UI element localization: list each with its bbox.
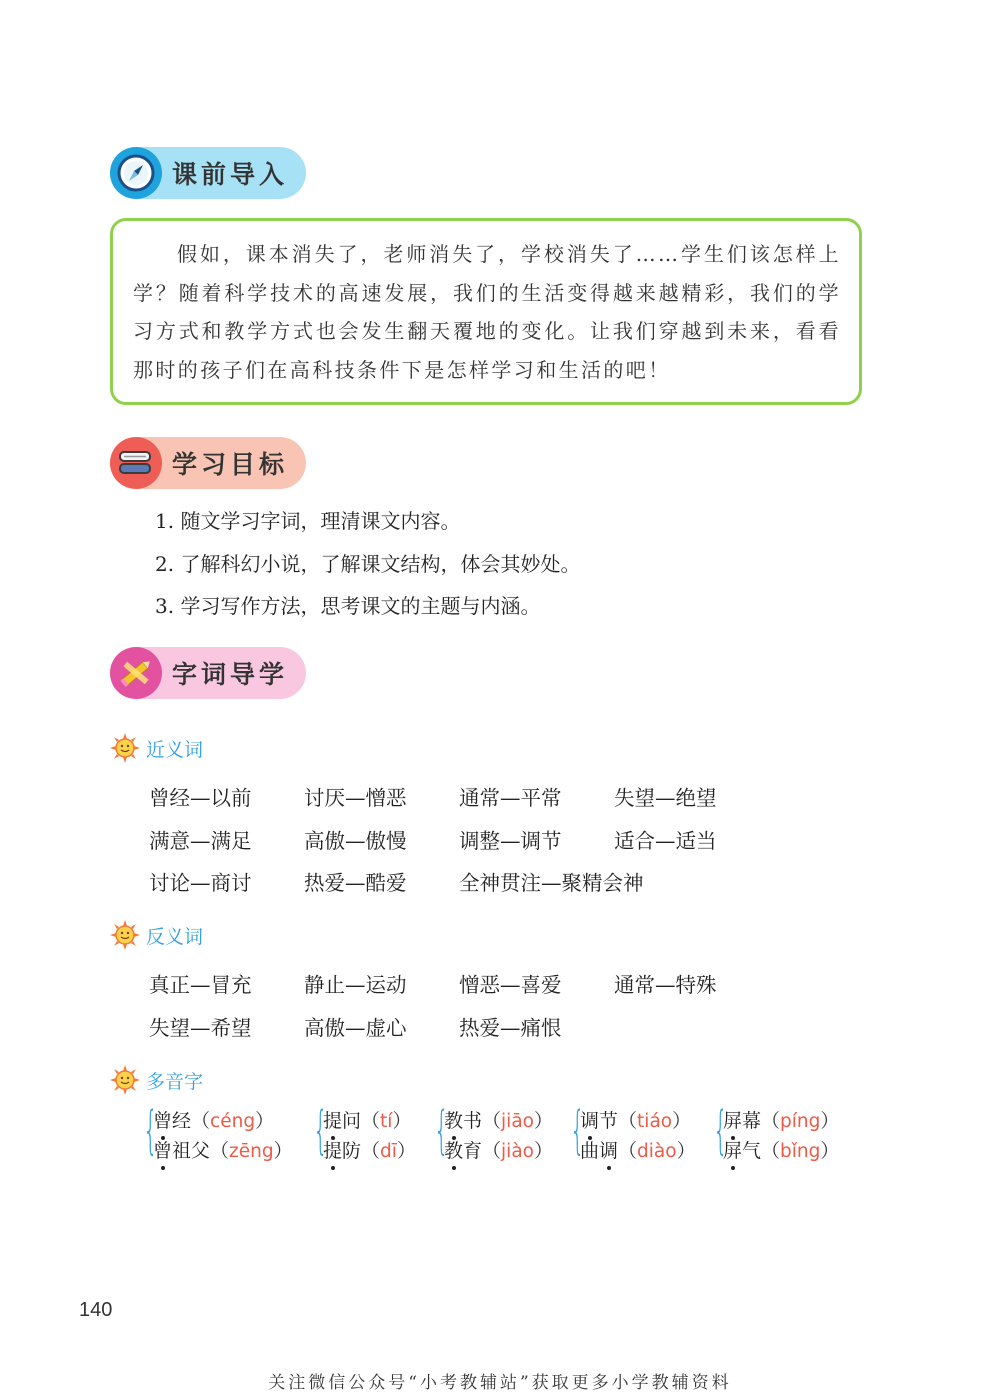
polyphone-word: 提防（dī）	[323, 1140, 416, 1162]
polyphone-word: 曾经（céng）	[153, 1110, 275, 1132]
polyphone-word: 屏幕（píng）	[723, 1110, 840, 1132]
synonym-pair: 满意—满足	[149, 828, 252, 853]
synonym-pair: 失望—绝望	[614, 786, 717, 810]
intro-section-header	[110, 147, 306, 199]
brace-icon: {	[570, 1101, 585, 1161]
brace-icon: {	[143, 1101, 158, 1161]
pinyin: jiào	[501, 1141, 534, 1162]
footer-note: 关注微信公众号“小考教辅站”获取更多小学教辅资料	[268, 1373, 732, 1393]
synonym-pair: 热爱—酷爱	[304, 871, 407, 895]
synonym-pair: 全神贯注—聚精会神	[459, 871, 644, 895]
sun-icon	[110, 1065, 140, 1095]
brace-icon: {	[713, 1101, 728, 1161]
brace-icon: {	[434, 1101, 449, 1161]
antonym-pair: 失望—希望	[149, 1015, 252, 1040]
synonym-pair: 高傲—傲慢	[304, 828, 407, 853]
antonym-pair: 真正—冒充	[149, 973, 252, 997]
pinyin: tiáo	[637, 1111, 673, 1132]
polyphone-word: 曾祖父（zēng）	[153, 1140, 293, 1162]
antonyms-label: 反义词	[146, 925, 204, 948]
pinyin: tí	[380, 1111, 393, 1132]
antonym-pair: 静止—运动	[304, 973, 407, 997]
pencil-ruler-icon	[110, 647, 162, 699]
intro-title: 课前导入	[172, 160, 289, 189]
pinyin: zēng	[229, 1141, 274, 1162]
synonyms-subheader	[110, 733, 203, 763]
goals-title: 学习目标	[172, 450, 289, 479]
antonym-pair: 热爱—痛恨	[459, 1015, 562, 1040]
pinyin: céng	[210, 1111, 256, 1132]
brace-icon: {	[313, 1101, 328, 1161]
goal-item: 3. 学习写作方法，思考课文的主题与内涵。	[155, 594, 541, 618]
page-number: 140	[79, 1299, 113, 1321]
intro-text-box	[110, 218, 862, 405]
polyphone-word: 教育（jiào）	[444, 1140, 553, 1162]
pinyin: jiāo	[501, 1111, 534, 1132]
pinyin: diào	[637, 1141, 677, 1162]
intro-paragraph: 假如，课本消失了，老师消失了，学校消失了……学生们该怎样上学？随着科学技术的高速发展，我们的生活变得越来越精彩，我们的学习方式和教学方式也会发生翻天覆地的变化。让我们穿越到未来，看看那时的孩子们在高科技条件下是怎样学习和生活的吧！	[133, 242, 841, 382]
polyphone-word: 调节（tiáo）	[580, 1110, 692, 1132]
pinyin: píng	[780, 1111, 821, 1132]
goals-section-header	[110, 437, 306, 489]
polyphone-word: 教书（jiāo）	[444, 1110, 553, 1132]
words-title: 字词导学	[172, 660, 289, 689]
antonym-pair: 通常—特殊	[614, 973, 717, 997]
synonym-pair: 曾经—以前	[149, 786, 252, 810]
pinyin: bǐng	[780, 1141, 821, 1162]
books-icon	[110, 437, 162, 489]
synonym-pair: 讨论—商讨	[149, 871, 252, 895]
sun-icon	[110, 920, 140, 950]
compass-icon	[110, 147, 162, 199]
antonyms-subheader	[110, 920, 203, 950]
goal-item: 2. 了解科幻小说，了解课文结构，体会其妙处。	[155, 551, 581, 576]
polyphone-word: 提问（tí）	[323, 1110, 412, 1132]
synonym-pair: 适合—适当	[614, 828, 717, 853]
pinyin: dī	[380, 1141, 397, 1162]
polyphone-word: 曲调（diào）	[580, 1140, 696, 1162]
polyphones-subheader	[110, 1065, 203, 1095]
polyphones-label: 多音字	[146, 1070, 204, 1093]
goal-item: 1. 随文学习字词，理清课文内容。	[155, 509, 461, 533]
polyphone-word: 屏气（bǐng）	[723, 1140, 840, 1162]
synonym-pair: 调整—调节	[459, 828, 562, 853]
synonyms-label: 近义词	[146, 738, 204, 761]
words-section-header	[110, 647, 306, 699]
antonym-pair: 高傲—虚心	[304, 1015, 407, 1040]
antonym-pair: 憎恶—喜爱	[459, 973, 562, 997]
goals-list	[155, 503, 580, 631]
synonym-pair: 讨厌—憎恶	[304, 786, 407, 810]
sun-icon	[110, 733, 140, 763]
synonym-pair: 通常—平常	[459, 786, 562, 810]
